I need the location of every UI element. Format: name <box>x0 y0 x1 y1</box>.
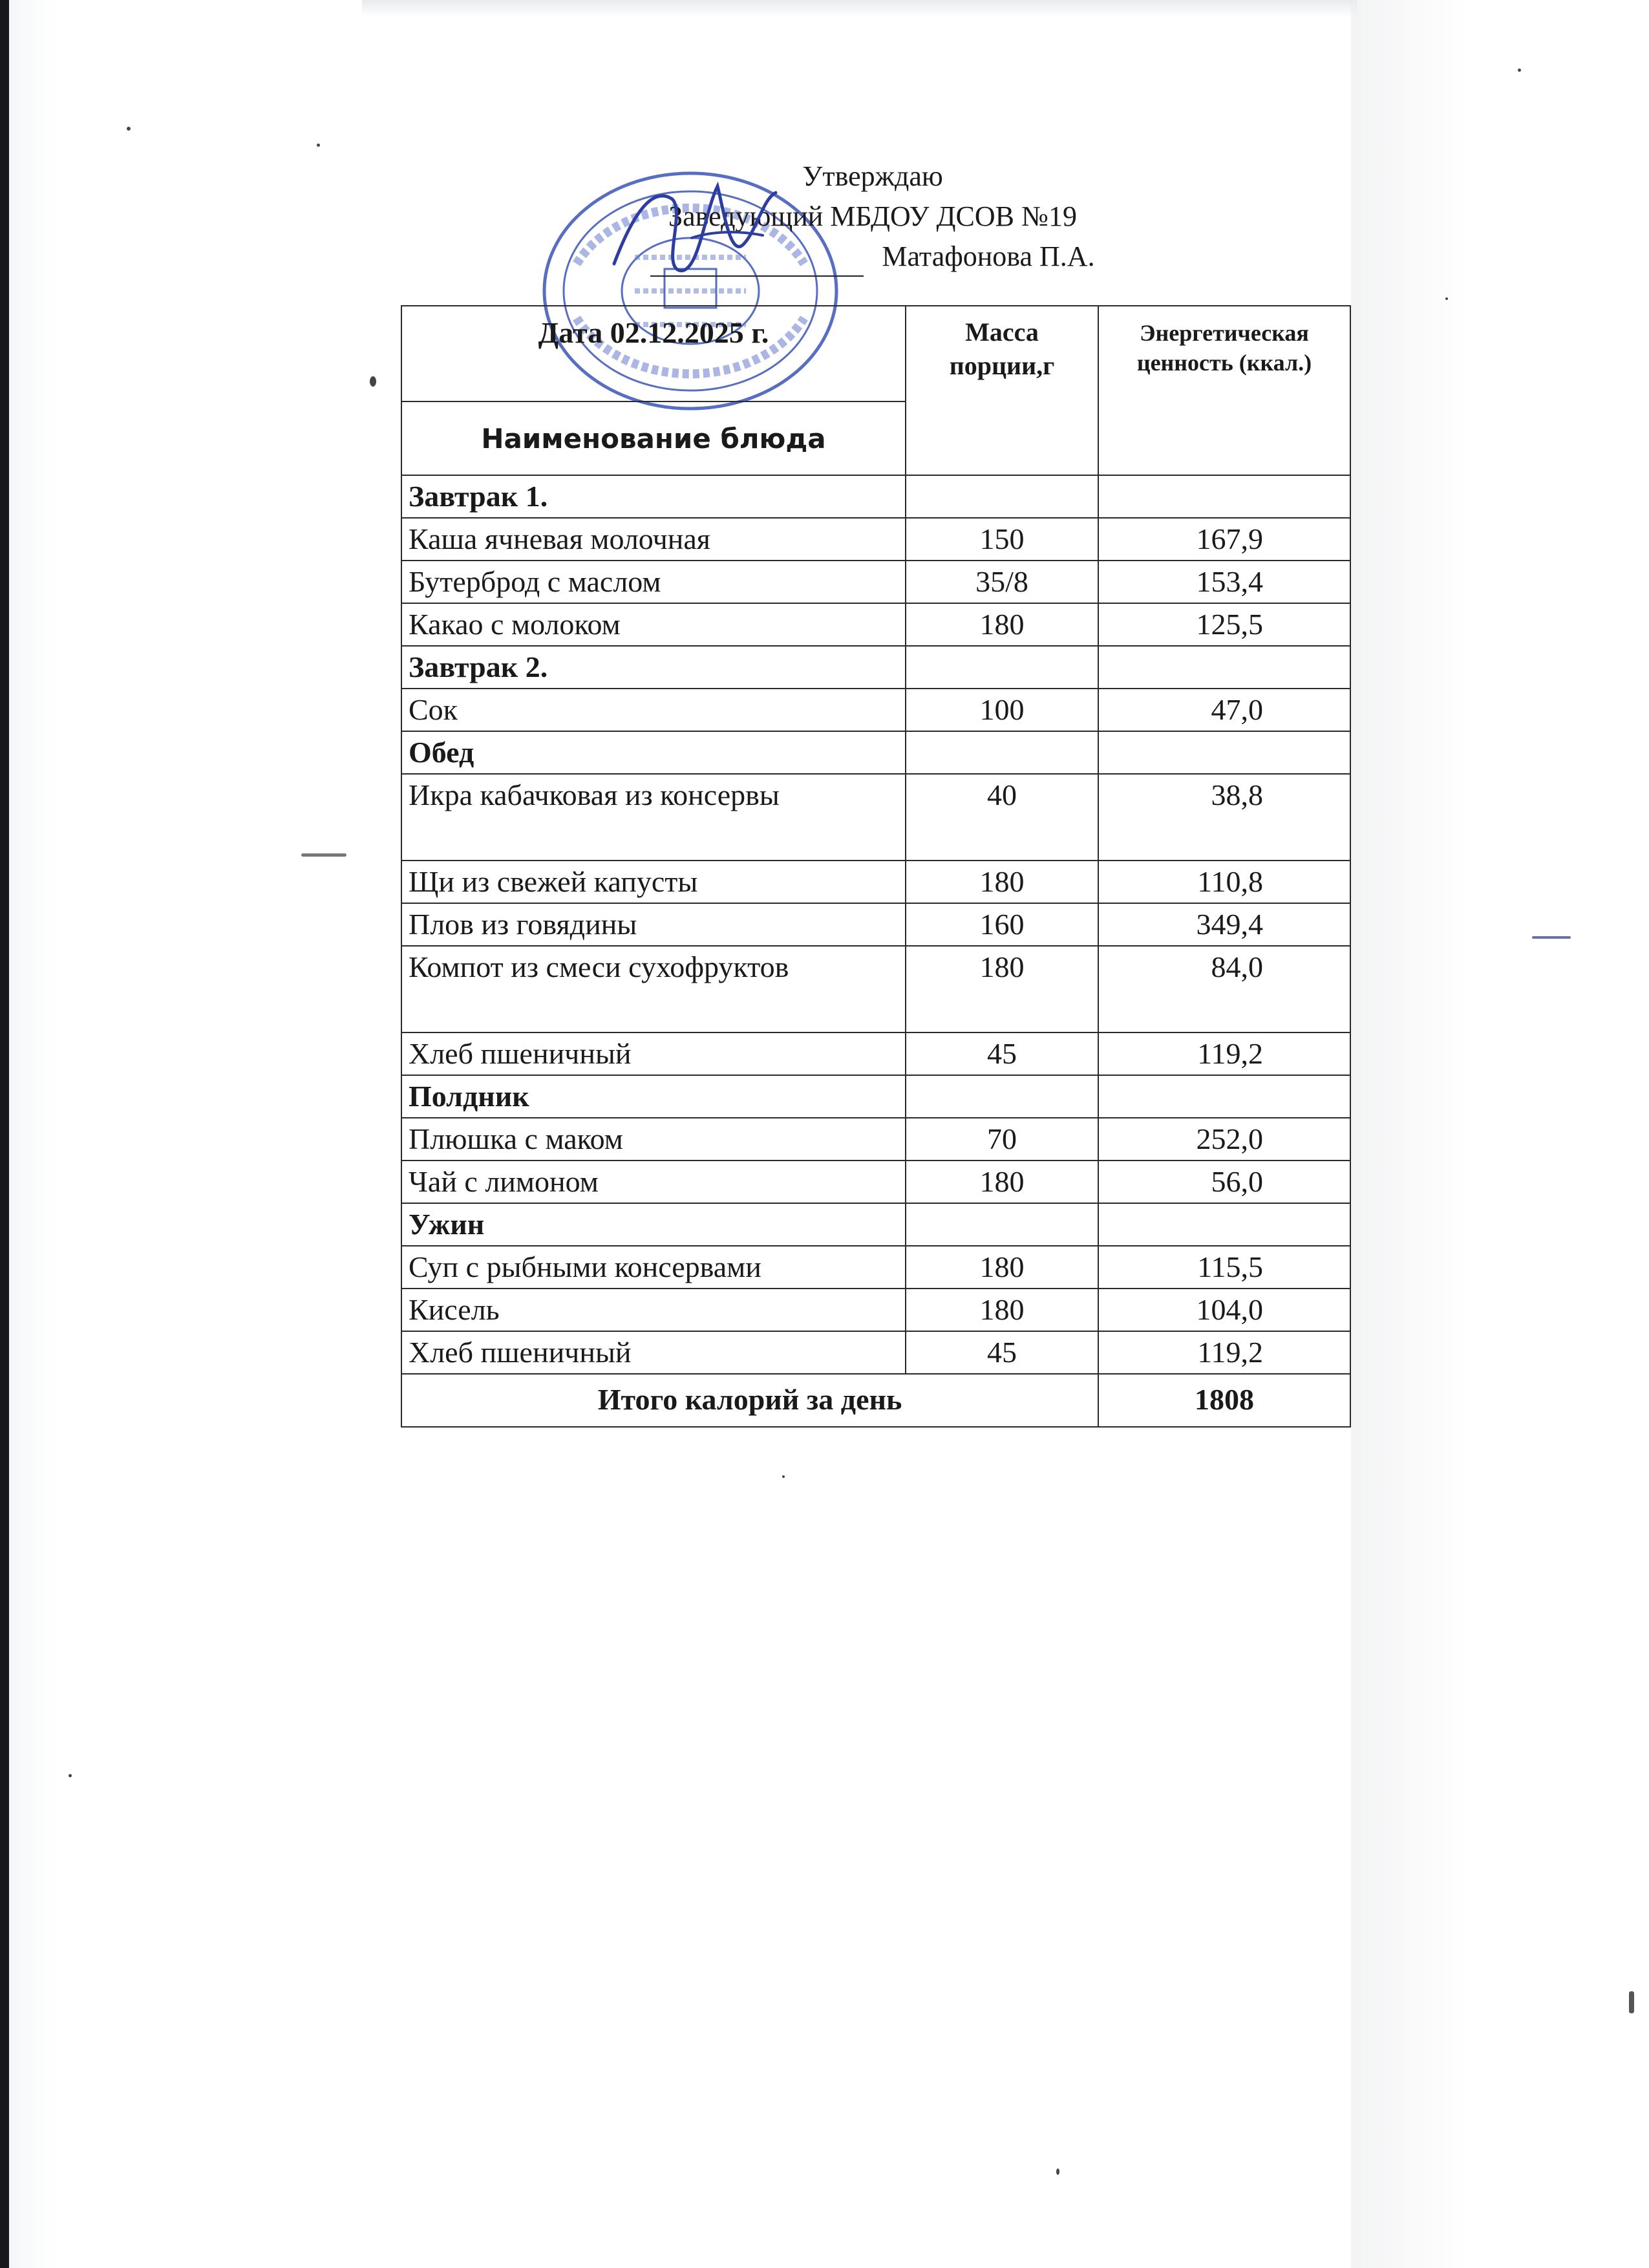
table-row <box>401 561 1350 603</box>
meal-section-name: Полдник <box>401 1075 906 1118</box>
table-row <box>401 774 1350 861</box>
energy-value: 56,0 <box>1098 1161 1350 1203</box>
portion-mass <box>906 646 1098 689</box>
dish-name: Икра кабачковая из консервы <box>401 774 906 861</box>
table-row <box>401 1161 1350 1203</box>
energy-value <box>1098 1203 1350 1246</box>
table-row <box>401 1118 1350 1161</box>
dust-speck <box>1518 69 1521 72</box>
energy-value: 47,0 <box>1098 689 1350 731</box>
date-header: Дата 02.12.2025 г. <box>401 306 906 401</box>
mass-header: Масса порции,г <box>906 306 1098 475</box>
meal-section-name: Обед <box>401 731 906 774</box>
meal-section-row <box>401 646 1350 689</box>
dish-name: Сок <box>401 689 906 731</box>
portion-mass: 180 <box>906 861 1098 903</box>
table-header-row <box>401 306 1350 401</box>
portion-mass: 180 <box>906 1289 1098 1331</box>
energy-value <box>1098 731 1350 774</box>
portion-mass: 100 <box>906 689 1098 731</box>
energy-value: 349,4 <box>1098 903 1350 946</box>
energy-value: 115,5 <box>1098 1246 1350 1289</box>
dust-speck <box>301 853 346 857</box>
table-row <box>401 1246 1350 1289</box>
portion-mass: 160 <box>906 903 1098 946</box>
meal-section-name: Завтрак 1. <box>401 475 906 518</box>
dish-name: Плюшка с маком <box>401 1118 906 1161</box>
dust-speck <box>317 144 320 147</box>
dish-name: Хлеб пшеничный <box>401 1032 906 1075</box>
portion-mass: 70 <box>906 1118 1098 1161</box>
dust-speck <box>370 376 376 387</box>
total-label: Итого калорий за день <box>401 1374 1098 1427</box>
dish-name: Плов из говядины <box>401 903 906 946</box>
dish-name: Компот из смеси сухофруктов <box>401 946 906 1032</box>
table-row <box>401 1331 1350 1374</box>
portion-mass: 150 <box>906 518 1098 561</box>
energy-value: 252,0 <box>1098 1118 1350 1161</box>
dish-name: Чай с лимоном <box>401 1161 906 1203</box>
portion-mass <box>906 731 1098 774</box>
dish-name: Щи из свежей капусты <box>401 861 906 903</box>
portion-mass: 180 <box>906 1246 1098 1289</box>
table-row <box>401 903 1350 946</box>
portion-mass: 35/8 <box>906 561 1098 603</box>
meal-section-row <box>401 1203 1350 1246</box>
total-row <box>401 1374 1350 1427</box>
portion-mass: 45 <box>906 1331 1098 1374</box>
portion-mass: 180 <box>906 603 1098 646</box>
dish-name: Бутерброд с маслом <box>401 561 906 603</box>
energy-header: Энергетическая ценность (ккал.) <box>1098 306 1350 475</box>
portion-mass: 45 <box>906 1032 1098 1075</box>
approval-position: Заведующий МБДОУ ДСОВ №19 <box>668 200 1077 232</box>
energy-value <box>1098 1075 1350 1118</box>
table-row <box>401 946 1350 1032</box>
dish-name: Каша ячневая молочная <box>401 518 906 561</box>
table-row <box>401 1289 1350 1331</box>
approver-name: Матафонова П.А. <box>882 241 1095 272</box>
dust-speck <box>127 127 131 131</box>
dish-name: Суп с рыбными консервами <box>401 1246 906 1289</box>
dish-name: Хлеб пшеничный <box>401 1331 906 1374</box>
energy-value <box>1098 475 1350 518</box>
portion-mass <box>906 1075 1098 1118</box>
energy-value: 167,9 <box>1098 518 1350 561</box>
dust-speck <box>782 1475 785 1478</box>
energy-value: 125,5 <box>1098 603 1350 646</box>
energy-value: 38,8 <box>1098 774 1350 861</box>
dish-name-header: Наименование блюда <box>401 401 906 475</box>
handwritten-signature <box>601 173 802 283</box>
approval-title: Утверждаю <box>802 160 943 192</box>
portion-mass <box>906 1203 1098 1246</box>
scan-top-shadow <box>362 0 1357 17</box>
table-row <box>401 861 1350 903</box>
meal-section-row <box>401 731 1350 774</box>
energy-value: 119,2 <box>1098 1032 1350 1075</box>
portion-mass: 180 <box>906 1161 1098 1203</box>
total-calories: 1808 <box>1098 1374 1350 1427</box>
energy-value: 153,4 <box>1098 561 1350 603</box>
table-row <box>401 1032 1350 1075</box>
table-row <box>401 603 1350 646</box>
meal-section-name: Ужин <box>401 1203 906 1246</box>
table-row <box>401 518 1350 561</box>
meal-section-row <box>401 1075 1350 1118</box>
menu-table <box>401 305 1351 1428</box>
energy-value: 119,2 <box>1098 1331 1350 1374</box>
dust-speck <box>69 1774 72 1777</box>
energy-value: 104,0 <box>1098 1289 1350 1331</box>
energy-value <box>1098 646 1350 689</box>
dust-speck <box>1532 936 1571 939</box>
dish-name: Кисель <box>401 1289 906 1331</box>
scan-fold-shade <box>1351 0 1649 2268</box>
dust-speck <box>1445 297 1448 300</box>
table-row <box>401 689 1350 731</box>
meal-section-row <box>401 475 1350 518</box>
portion-mass <box>906 475 1098 518</box>
scan-left-edge <box>0 0 9 2268</box>
energy-value: 110,8 <box>1098 861 1350 903</box>
dish-name: Какао с молоком <box>401 603 906 646</box>
dust-speck <box>1629 1991 1634 2013</box>
meal-section-name: Завтрак 2. <box>401 646 906 689</box>
portion-mass: 180 <box>906 946 1098 1032</box>
dust-speck <box>1056 2168 1059 2175</box>
energy-value: 84,0 <box>1098 946 1350 1032</box>
portion-mass: 40 <box>906 774 1098 861</box>
